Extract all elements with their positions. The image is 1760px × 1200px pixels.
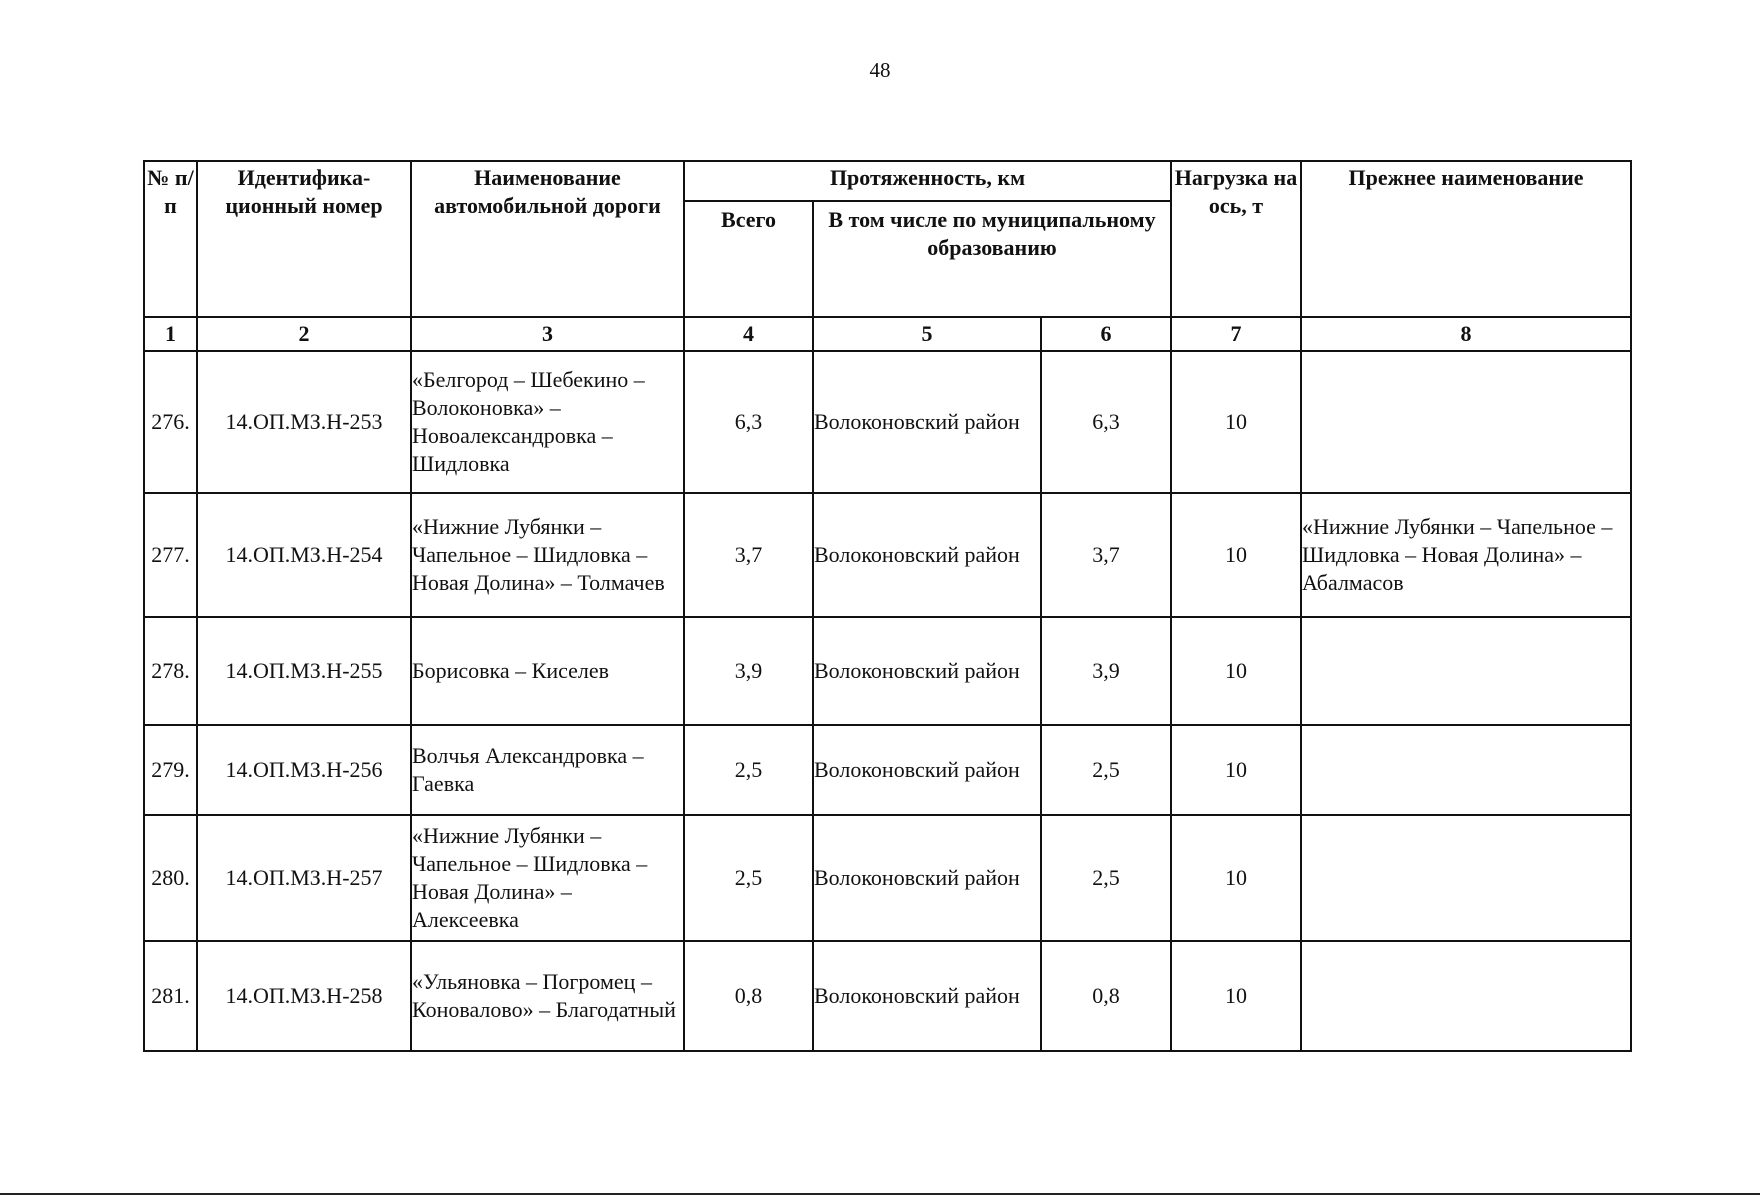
column-number: 8 bbox=[1301, 317, 1631, 351]
row-district: Волоконовский район bbox=[813, 815, 1041, 941]
row-id: 14.ОП.МЗ.Н-255 bbox=[197, 617, 411, 725]
row-district: Волоконовский район bbox=[813, 941, 1041, 1051]
row-axle-load: 10 bbox=[1171, 493, 1301, 617]
table-row bbox=[144, 725, 1631, 815]
row-axle-load: 10 bbox=[1171, 617, 1301, 725]
column-number: 1 bbox=[144, 317, 197, 351]
row-id: 14.ОП.МЗ.Н-257 bbox=[197, 815, 411, 941]
row-axle-load: 10 bbox=[1171, 815, 1301, 941]
header-num: № п/п bbox=[144, 161, 197, 317]
row-district: Волоконовский район bbox=[813, 351, 1041, 493]
page-bottom-rule bbox=[0, 1193, 1760, 1195]
row-axle-load: 10 bbox=[1171, 351, 1301, 493]
row-total-length: 0,8 bbox=[684, 941, 813, 1051]
header-total: Всего bbox=[684, 201, 813, 317]
row-district-length: 2,5 bbox=[1041, 815, 1171, 941]
header-length: Протяженность, км bbox=[684, 161, 1171, 201]
row-num: 277. bbox=[144, 493, 197, 617]
row-num: 281. bbox=[144, 941, 197, 1051]
column-number: 3 bbox=[411, 317, 684, 351]
row-num: 279. bbox=[144, 725, 197, 815]
header-row bbox=[144, 161, 1631, 201]
column-number: 4 bbox=[684, 317, 813, 351]
row-district-length: 2,5 bbox=[1041, 725, 1171, 815]
row-num: 278. bbox=[144, 617, 197, 725]
row-road-name: Волчья Александровка – Гаевка bbox=[411, 725, 684, 815]
header-name: Наименование автомобильной дороги bbox=[411, 161, 684, 317]
column-number: 6 bbox=[1041, 317, 1171, 351]
row-total-length: 6,3 bbox=[684, 351, 813, 493]
row-total-length: 2,5 bbox=[684, 815, 813, 941]
row-previous-name bbox=[1301, 941, 1631, 1051]
table-row bbox=[144, 815, 1631, 941]
row-road-name: Борисовка – Киселев bbox=[411, 617, 684, 725]
table-row bbox=[144, 941, 1631, 1051]
row-previous-name bbox=[1301, 617, 1631, 725]
row-road-name: «Белгород – Шебекино – Волоконовка» – Новоалександровка – Шидловка bbox=[411, 351, 684, 493]
row-total-length: 3,9 bbox=[684, 617, 813, 725]
table-row bbox=[144, 351, 1631, 493]
row-total-length: 3,7 bbox=[684, 493, 813, 617]
header-load: Нагрузка на ось, т bbox=[1171, 161, 1301, 317]
row-road-name: «Нижние Лубянки – Чапельное – Шидловка – Новая Долина» – Толмачев bbox=[411, 493, 684, 617]
row-id: 14.ОП.МЗ.Н-258 bbox=[197, 941, 411, 1051]
table-row bbox=[144, 617, 1631, 725]
row-id: 14.ОП.МЗ.Н-254 bbox=[197, 493, 411, 617]
column-number: 2 bbox=[197, 317, 411, 351]
row-num: 280. bbox=[144, 815, 197, 941]
row-previous-name bbox=[1301, 815, 1631, 941]
header-previous: Прежнее наименование bbox=[1301, 161, 1631, 317]
header-id: Идентифика-ционный номер bbox=[197, 161, 411, 317]
row-road-name: «Нижние Лубянки – Чапельное – Шидловка – Новая Долина» – Алексеевка bbox=[411, 815, 684, 941]
header-municipal: В том числе по муниципальному образованию bbox=[813, 201, 1171, 317]
column-numbers-row bbox=[144, 317, 1631, 351]
roads-table bbox=[143, 160, 1632, 1052]
row-district-length: 0,8 bbox=[1041, 941, 1171, 1051]
row-district-length: 3,7 bbox=[1041, 493, 1171, 617]
row-previous-name: «Нижние Лубянки – Чапельное – Шидловка – Новая Долина» – Абалмасов bbox=[1301, 493, 1631, 617]
row-district: Волоконовский район bbox=[813, 725, 1041, 815]
row-axle-load: 10 bbox=[1171, 941, 1301, 1051]
row-road-name: «Ульяновка – Погромец – Коновалово» – Благодатный bbox=[411, 941, 684, 1051]
row-district-length: 3,9 bbox=[1041, 617, 1171, 725]
column-number: 5 bbox=[813, 317, 1041, 351]
page-number: 48 bbox=[869, 58, 891, 82]
column-number: 7 bbox=[1171, 317, 1301, 351]
row-previous-name bbox=[1301, 725, 1631, 815]
row-id: 14.ОП.МЗ.Н-253 bbox=[197, 351, 411, 493]
row-district: Волоконовский район bbox=[813, 617, 1041, 725]
row-num: 276. bbox=[144, 351, 197, 493]
row-axle-load: 10 bbox=[1171, 725, 1301, 815]
row-total-length: 2,5 bbox=[684, 725, 813, 815]
table-row bbox=[144, 493, 1631, 617]
row-district-length: 6,3 bbox=[1041, 351, 1171, 493]
row-previous-name bbox=[1301, 351, 1631, 493]
row-id: 14.ОП.МЗ.Н-256 bbox=[197, 725, 411, 815]
row-district: Волоконовский район bbox=[813, 493, 1041, 617]
